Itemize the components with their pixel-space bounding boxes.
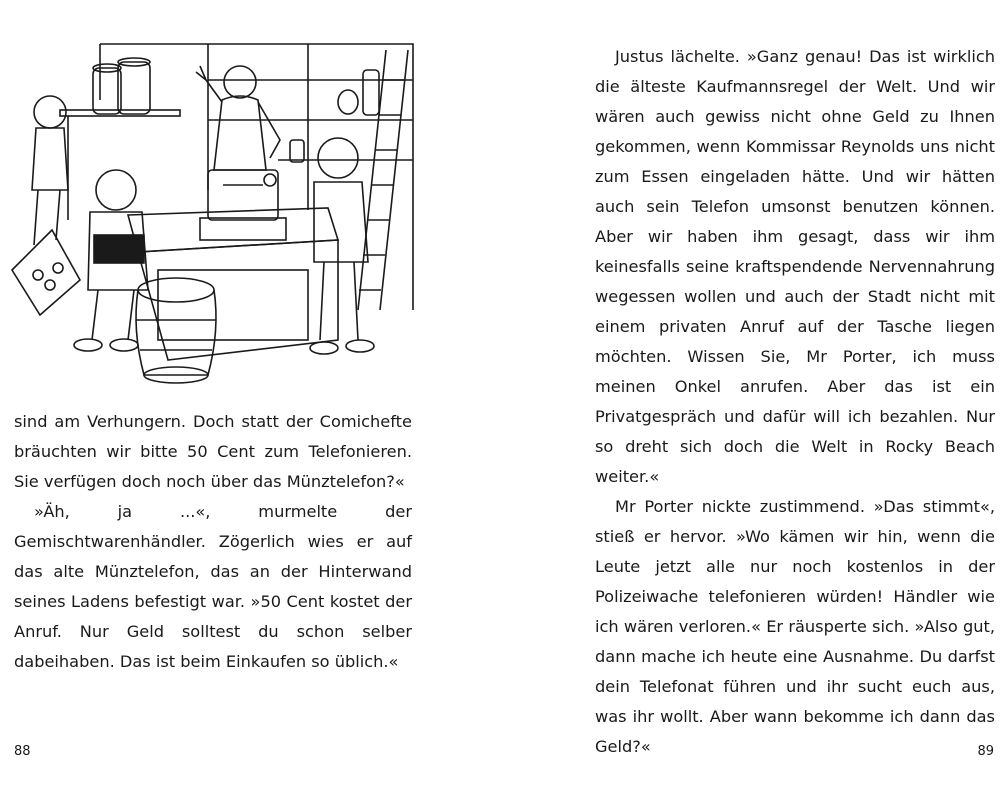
right-paragraph-2: Mr Porter nickte zustimmend. »Das stimmt«, stieß er hervor. »Wo kämen wir hin, wenn die Leute jetzt alle nur noch kostenlos in der Polizeiwache telefonieren würden! Händler wie ich wären verloren.« Er räusperte sich. »Also gut, dann mache ich heute eine Ausnahme. Du darfst dein Telefonat führen und ihr sucht euch aus, was ihr wollt. Aber wann bekomme ich dann das Geld?« [595,497,995,756]
right-paragraph-1: Justus lächelte. »Ganz genau! Das ist wirklich die älteste Kaufmannsregel der Welt. Und wir wären auch gewiss nicht ohne Geld zu Ihnen gekommen, wenn Kommissar Reynolds uns nicht zum Essen eingeladen hätte. Und wir hätten auch sein Telefon umsonst benutzen können. Aber wir haben ihm gesagt, dass wir ihm keinesfalls seine kraftspendende Nervennahrung wegessen wollen und auch der Stadt nicht mit einem privaten Anruf auf der Tasche liegen möchten. Wissen Sie, Mr Porter, ich muss meinen Onkel anrufen. Aber das ist ein Privatgespräch und dafür will ich bezahlen. Nur so dreht sich doch die Welt in Rocky Beach weiter.« [595,47,995,486]
page-number-right: 89 [977,744,994,759]
page-number-left: 88 [14,744,31,759]
right-page [500,0,1000,800]
left-paragraph-1: sind am Verhungern. Doch statt der Comichefte bräuchten wir bitte 50 Cent zum Telefonieren. Sie verfügen doch noch über das Münztelefon?« [14,412,412,491]
shop-illustration [8,40,418,390]
right-text [595,42,995,762]
left-paragraph-2: »Äh, ja ...«, murmelte der Gemischtwarenhändler. Zögerlich wies er auf das alte Münztelefon, das an der Hinterwand seines Ladens befestigt war. »50 Cent kostet der Anruf. Nur Geld solltest du schon selber dabeihaben. Das ist beim Einkaufen so üblich.« [14,502,412,671]
left-text [14,407,412,677]
